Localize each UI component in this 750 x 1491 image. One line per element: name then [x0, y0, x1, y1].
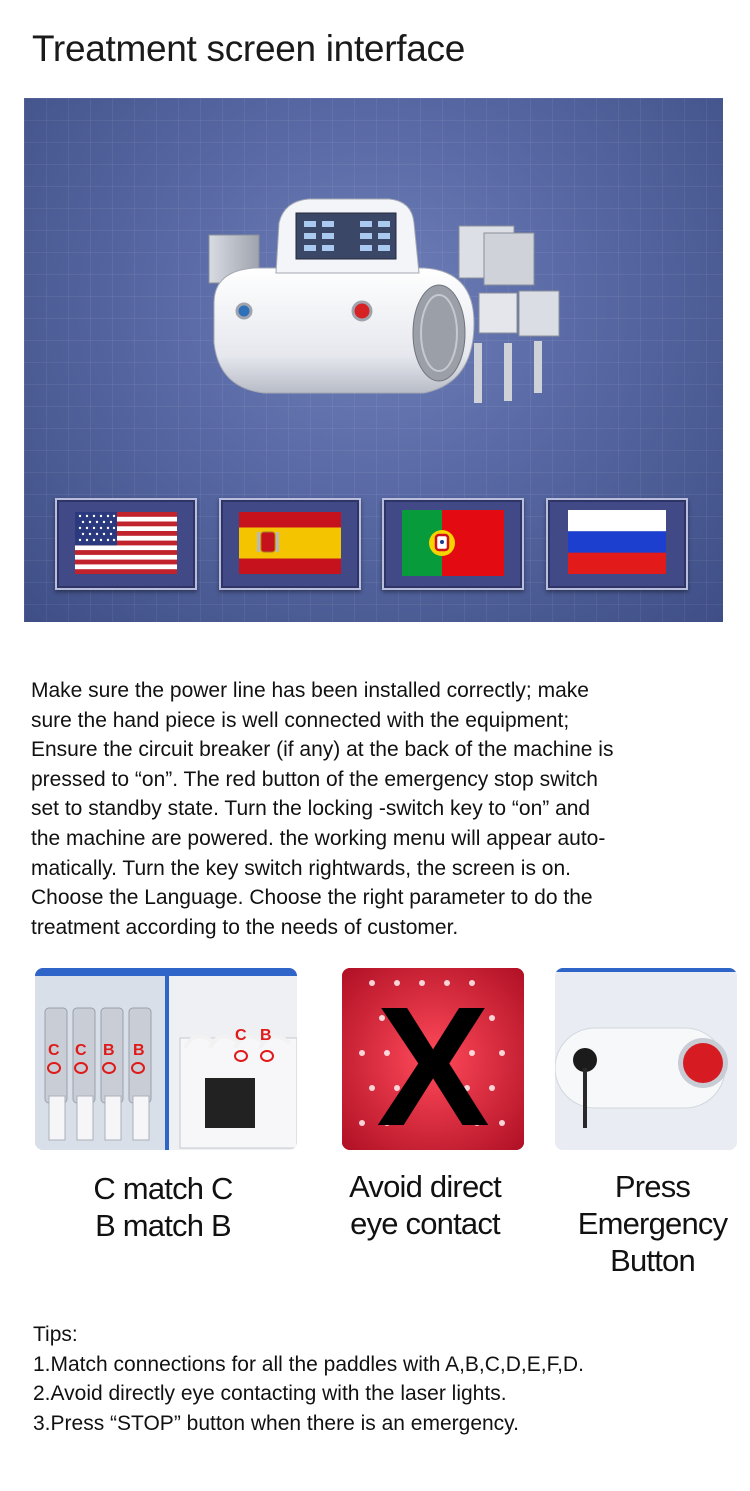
language-button-english[interactable] [55, 498, 197, 590]
tip-item: 3.Press “STOP” button when there is an emergency. [33, 1411, 519, 1435]
laser-machine-image [174, 193, 574, 423]
connector-match-photo [35, 968, 297, 1150]
instructions-paragraph [31, 676, 731, 942]
instruction-line: Ensure the circuit breaker (if any) at the back of the machine is [31, 738, 614, 762]
language-button-spanish[interactable] [219, 498, 361, 590]
instruction-line: set to standby state. Turn the locking -switch key to “on” and [31, 797, 591, 821]
connector-label: C [235, 1027, 247, 1044]
stop-button-icon [683, 1043, 723, 1083]
laser-light-photo [342, 968, 524, 1150]
instruction-line: Choose the Language. Choose the right parameter to do the [31, 886, 593, 910]
caption-line: Emergency [577, 1206, 728, 1241]
instruction-line: treatment according to the needs of customer. [31, 915, 459, 939]
us-flag-icon [75, 512, 177, 574]
russia-flag-icon [568, 510, 666, 574]
tip-item: 1.Match connections for all the paddles with A,B,C,D,E,F,D. [33, 1352, 584, 1376]
treatment-screen-panel [24, 98, 723, 622]
caption-line: Press [614, 1169, 691, 1204]
tip-item: 2.Avoid directly eye contacting with the laser lights. [33, 1382, 507, 1405]
emergency-button-photo [555, 968, 737, 1150]
instruction-line: sure the hand piece is well connected with the equipment; [31, 708, 570, 732]
connector-label: B [133, 1042, 145, 1059]
language-button-russian[interactable] [546, 498, 688, 590]
caption-connector-match [68, 1170, 258, 1244]
avoid-mark: X [376, 972, 490, 1150]
tips-heading: Tips: [33, 1323, 78, 1346]
spain-flag-icon [239, 512, 341, 574]
connector-label: B [103, 1042, 115, 1059]
connector-label: C [48, 1042, 60, 1059]
connector-match-illustration [35, 968, 297, 1150]
instruction-line: matically. Turn the key switch rightwards, the screen is on. [31, 856, 571, 880]
connector-label: C [75, 1042, 87, 1059]
instruction-line: pressed to “on”. The red button of the emergency stop switch [31, 767, 598, 791]
caption-avoid-eye-contact [325, 1168, 525, 1242]
page-title: Treatment screen interface [32, 28, 465, 69]
caption-press-emergency [555, 1168, 750, 1279]
caption-line: C match C [93, 1171, 233, 1206]
caption-line: Avoid direct [349, 1169, 501, 1204]
instruction-line: the machine are powered. the working menu will appear auto- [31, 826, 606, 850]
language-button-portuguese[interactable] [382, 498, 524, 590]
emergency-button-illustration [555, 968, 737, 1150]
portugal-flag-icon [402, 510, 504, 576]
caption-line: B match B [95, 1208, 231, 1243]
laser-light-illustration [342, 968, 524, 1150]
caption-line: eye contact [350, 1206, 500, 1241]
tips-section [33, 1320, 584, 1438]
language-selector [24, 498, 723, 593]
connector-label: B [260, 1027, 272, 1044]
instruction-line: Make sure the power line has been installed correctly; make [31, 679, 589, 702]
caption-line: Button [610, 1243, 695, 1278]
